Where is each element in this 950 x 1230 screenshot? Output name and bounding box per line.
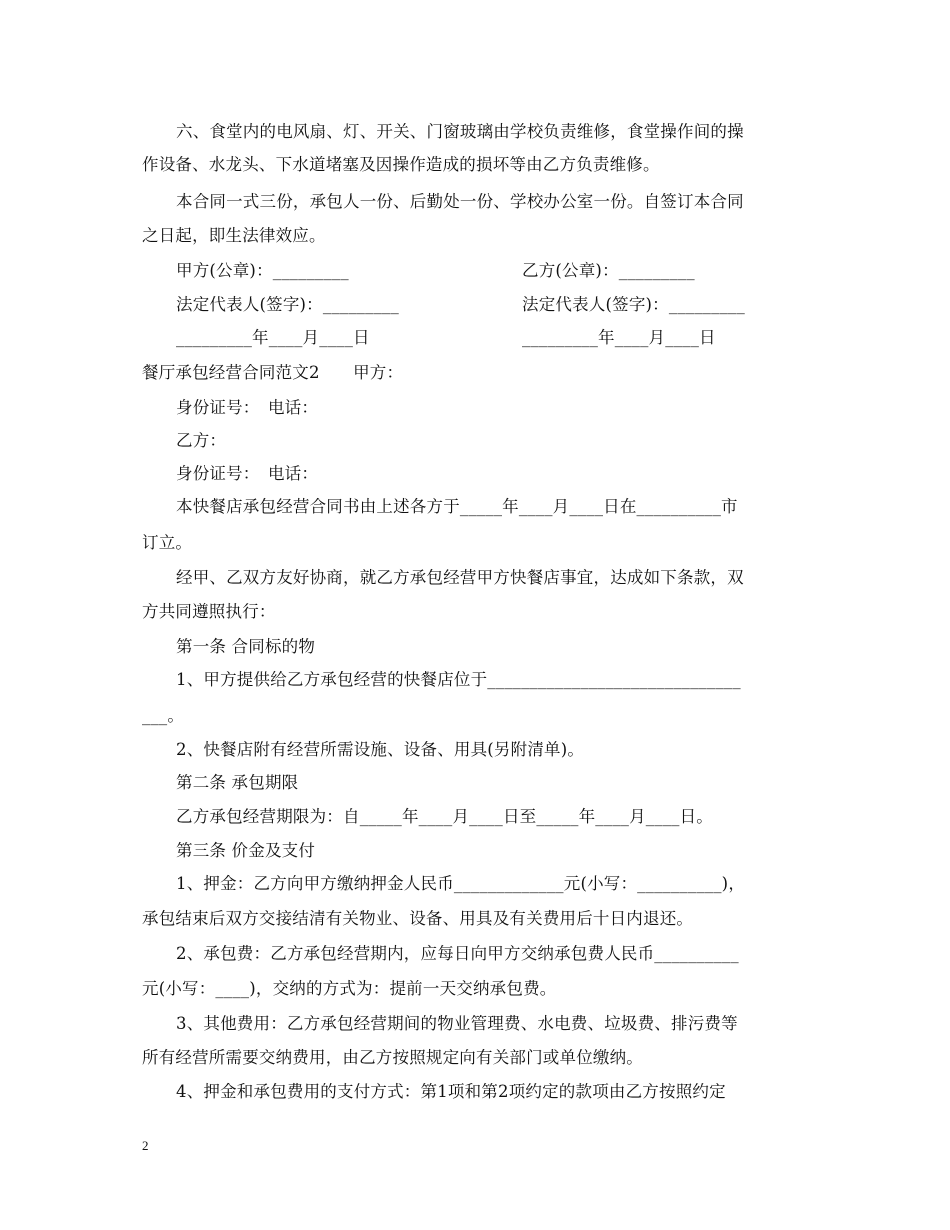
paragraph-line: 1、甲方提供给乙方承包经营的快餐店位于______________________________	[176, 670, 741, 689]
paragraph-line: 所有经营所需要交纳费用，由乙方按照规定向有关部门或单位缴纳。	[142, 1048, 643, 1067]
paragraph-line: 身份证号： 电话：	[176, 398, 319, 417]
clause-heading: 第三条 价金及支付	[176, 841, 316, 860]
paragraph-line: 4、押金和承包费用的支付方式：第1项和第2项约定的款项由乙方按照约定	[176, 1082, 726, 1101]
paragraph-line: 身份证号： 电话：	[176, 464, 319, 483]
party-b-seal: 乙方(公章)：_________	[522, 261, 695, 280]
paragraph-line: 1、押金：乙方向甲方缴纳押金人民币_____________元(小写：__________)，	[176, 874, 746, 893]
paragraph-line: 方共同遵照执行：	[142, 602, 276, 621]
paragraph-line: 承包结束后双方交接结清有关物业、设备、用具及有关费用后十日内退还。	[142, 909, 694, 928]
paragraph-line: 2、快餐店附有经营所需设施、设备、用具(另附清单)。	[176, 740, 585, 759]
paragraph-line: 订立。	[142, 533, 193, 552]
paragraph-line: 之日起，即生法律效应。	[142, 226, 326, 245]
party-b-representative: 法定代表人(签字)：_________	[522, 295, 745, 314]
paragraph-line: 2、承包费：乙方承包经营期内，应每日向甲方交纳承包费人民币__________	[176, 944, 739, 963]
paragraph-line: 乙方：	[176, 431, 227, 450]
paragraph-line: 六、食堂内的电风扇、灯、开关、门窗玻璃由学校负责维修，食堂操作间的操	[176, 122, 744, 141]
party-a-date: _________年____月____日	[176, 328, 370, 347]
clause-heading: 第一条 合同标的物	[176, 637, 316, 656]
page-number: 2	[142, 1138, 149, 1153]
paragraph-line: ___。	[142, 706, 185, 725]
section-heading: 餐厅承包经营合同范文2 甲方：	[142, 363, 404, 382]
party-a-seal: 甲方(公章)：_________	[176, 261, 349, 280]
paragraph-line: 作设备、水龙头、下水道堵塞及因操作造成的损坏等由乙方负责维修。	[142, 155, 660, 174]
paragraph-line: 经甲、乙双方友好协商，就乙方承包经营甲方快餐店事宜，达成如下条款，双	[176, 568, 744, 587]
paragraph-line: 元(小写：____)，交纳的方式为：提前一天交纳承包费。	[142, 979, 557, 998]
party-b-date: _________年____月____日	[522, 328, 716, 347]
paragraph-line: 3、其他费用：乙方承包经营期间的物业管理费、水电费、垃圾费、排污费等	[176, 1014, 738, 1033]
paragraph-line: 本快餐店承包经营合同书由上述各方于_____年____月____日在__________市	[176, 497, 738, 516]
paragraph-line: 乙方承包经营期限为：自_____年____月____日至_____年____月____日。	[176, 807, 713, 826]
paragraph-line: 本合同一式三份，承包人一份、后勤处一份、学校办公室一份。自签订本合同	[176, 192, 744, 211]
clause-heading: 第二条 承包期限	[176, 773, 299, 792]
party-a-representative: 法定代表人(签字)：_________	[176, 295, 399, 314]
